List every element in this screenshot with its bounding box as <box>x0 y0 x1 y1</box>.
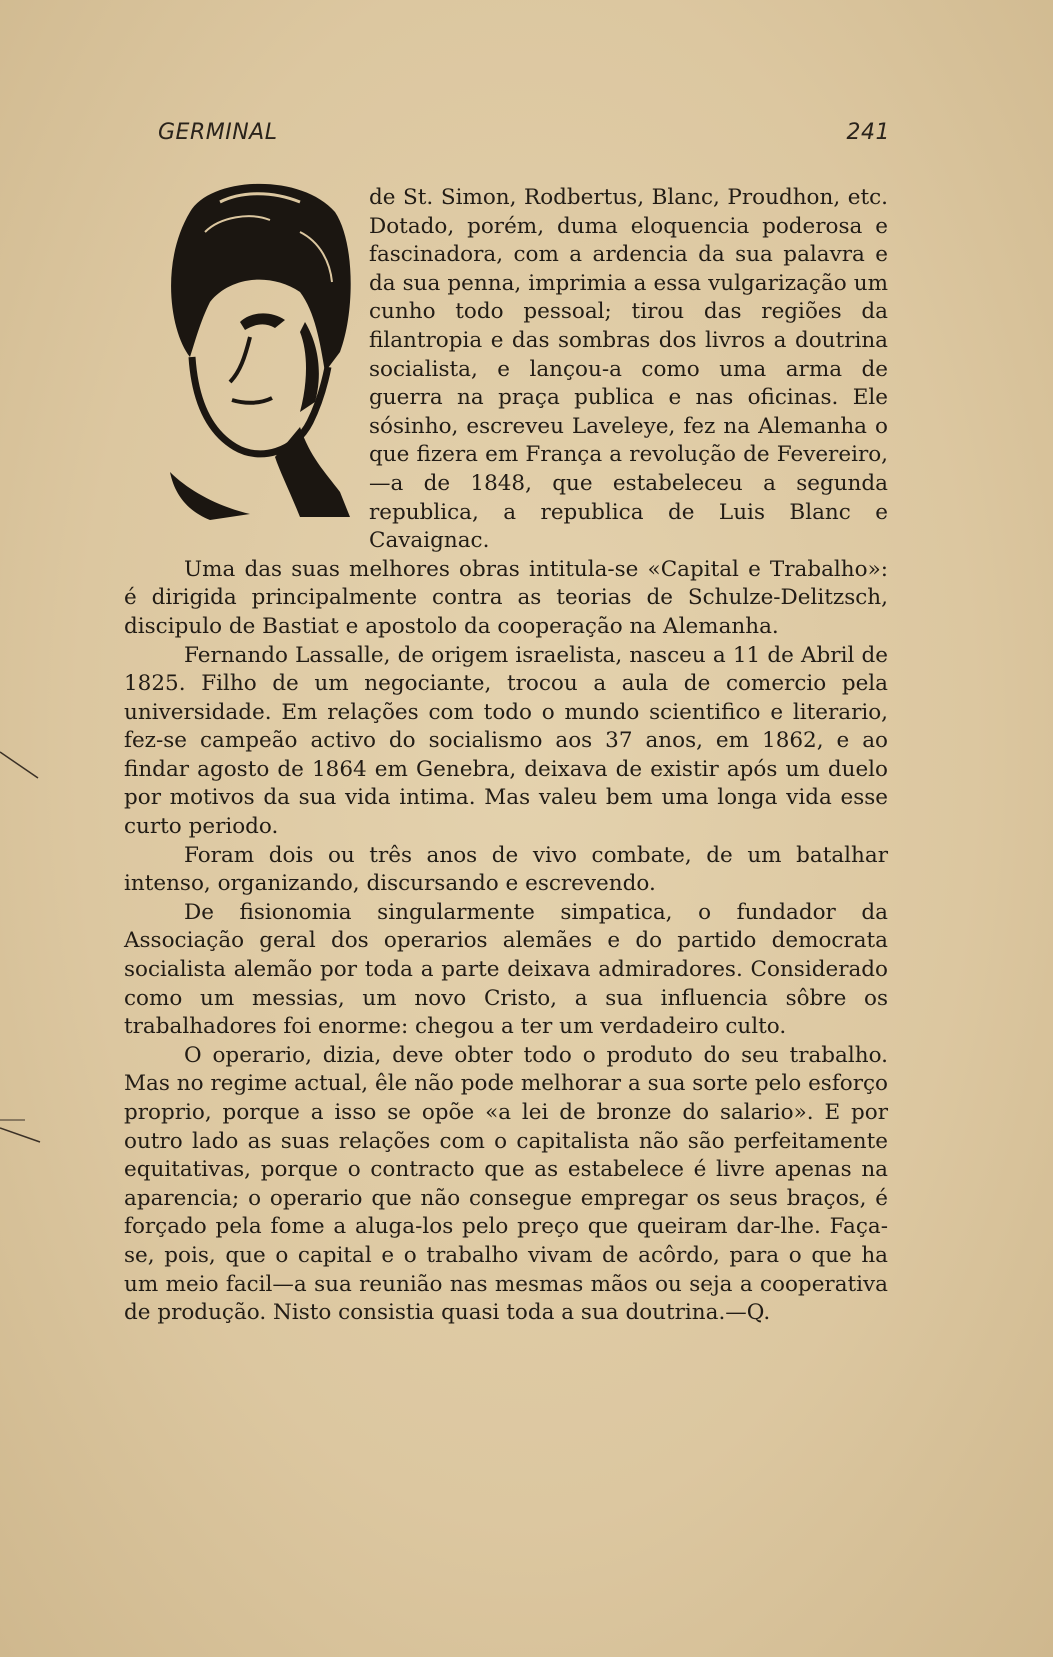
page-number: 241 <box>846 120 890 145</box>
running-head-title: GERMINAL <box>158 120 278 145</box>
paragraph: De fisionomia singularmente simpatica, o fundador da Associação geral dos operarios alemães e do partido democrata socialista alemão por toda a parte deixava admiradores. Considerado como um messias, um novo Cristo, a sua influencia sôbre os trabalhadores foi enorme: chegou a ter um verdadeiro culto. <box>124 899 888 1040</box>
paragraph: O operario, dizia, deve obter todo o produto do seu trabalho. Mas no regime actual, êle não pode melhorar a sua sorte pelo esforço proprio, porque a isso se opõe «a lei de bronze do salario». E por outro lado as suas relações com o capitalista não são perfeitamente equitativas, porque o contracto que as estabelece é livre apenas na aparencia; o operario que não consegue empregar os seus braços, é forçado pela fome a aluga-los pelo preço que queiram dar-lhe. Faça-se, pois, que o capital e o trabalho vivam de acôrdo, para o que ha um meio facil—a sua reunião nas mesmas mãos ou seja a cooperativa de produção. Nisto consistia quasi toda a sua doutrina.—Q. <box>124 1042 888 1326</box>
paragraph: Fernando Lassalle, de origem israelista, nasceu a 11 de Abril de 1825. Filho de um negociante, trocou a aula de comercio pela universidade. Em relações com todo o mundo scientifico e literario, fez-se campeão activo do socialismo aos 37 anos, em 1862, e ao findar agosto de 1864 em Genebra, deixava de existir após um duelo por motivos da sua vida intima. Mas valeu bem uma longa vida esse curto periodo. <box>124 642 888 840</box>
running-head <box>158 120 890 150</box>
illustration-spacer <box>124 184 369 532</box>
paragraph: Foram dois ou três anos de vivo combate, de um batalhar intenso, organizando, discursando e escrevendo. <box>124 842 888 897</box>
paragraph: de St. Simon, Rodbertus, Blanc, Proudhon, etc. Dotado, porém, duma eloquencia poderosa e fascinadora, com a ardencia da sua palavra e da sua penna, imprimia a essa vulgarização um cunho todo pessoal; tirou das regiões da filantropia e das sombras dos livros a doutrina socialista, e lançou-a como uma arma de guerra na praça publica e nas oficinas. Ele sósinho, escreveu Laveleye, fez na Alemanha o que fizera em França a revolução de Fevereiro, —a de 1848, que estabeleceu a segunda republica, a republica de Luis Blanc e Cavaignac. <box>369 185 888 554</box>
body-text <box>124 184 888 1328</box>
paragraph: Uma das suas melhores obras intitula-se «Capital e Trabalho»: é dirigida principalmente contra as teorias de Schulze-Delitzsch, discipulo de Bastiat e apostolo da cooperação na Alemanha. <box>124 556 888 639</box>
